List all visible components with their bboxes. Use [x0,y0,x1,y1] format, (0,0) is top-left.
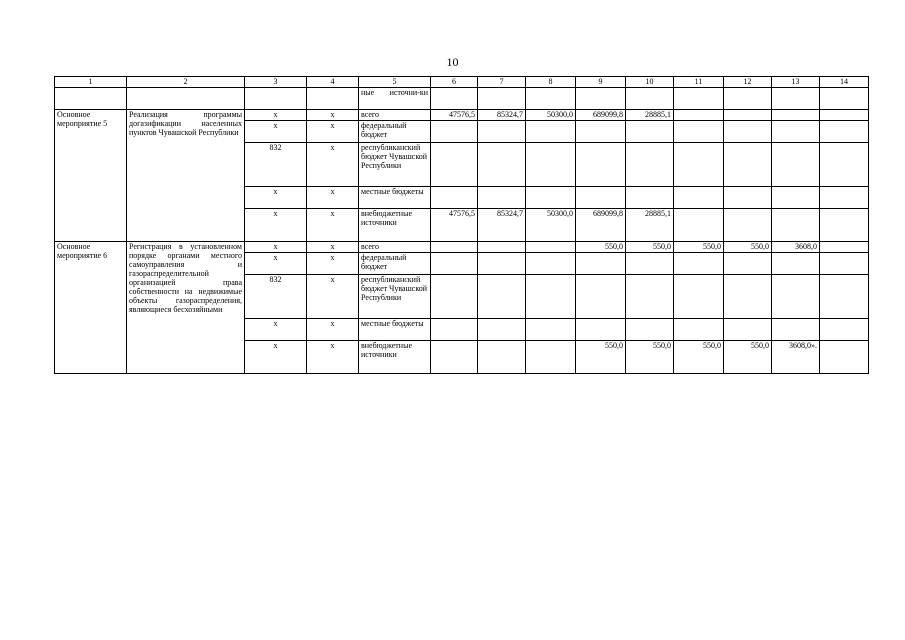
value-cell: 550,0 [724,341,772,374]
source-cell: республиканский бюджет Чувашской Республики [359,143,431,187]
value-cell: 550,0 [576,242,626,253]
source-cell: федеральный бюджет [359,121,431,143]
code-cell: 832 [245,143,307,187]
code-cell: x [245,319,307,341]
value-cell: 85324,7 [478,209,526,242]
value-cell: 3608,0 [772,242,820,253]
value-cell: 28885,1 [626,110,674,121]
activity-description: Регистрация в установленном порядке органами местного самоуправления и газораспределительной организацией права собственности на недвижимые объекты газораспределения, являющиеся бесхозяйными [127,242,245,374]
source-cell: республиканский бюджет Чувашской Республики [359,275,431,319]
budget-table [54,76,869,374]
table-row [55,110,869,121]
header-cell: 13 [772,77,820,88]
value-cell: 47576,5 [431,209,478,242]
value-cell: 50300,0 [526,110,576,121]
header-cell: 14 [820,77,869,88]
code-cell: x [307,209,359,242]
code-cell: x [245,187,307,209]
header-cell: 3 [245,77,307,88]
header-cell: 9 [576,77,626,88]
value-cell: 550,0 [626,242,674,253]
header-cell: 12 [724,77,772,88]
value-cell: 550,0 [626,341,674,374]
header-cell: 7 [478,77,526,88]
source-cell: внебюджетные источники [359,209,431,242]
source-cell: внебюджетные источники [359,341,431,374]
value-cell: 85324,7 [478,110,526,121]
value-cell: 689099,8 [576,209,626,242]
table-row [55,242,869,253]
code-cell: x [245,253,307,275]
header-cell: 1 [55,77,127,88]
header-cell: 6 [431,77,478,88]
code-cell: x [307,110,359,121]
value-cell: 550,0 [576,341,626,374]
code-cell: x [307,253,359,275]
header-cell: 11 [674,77,724,88]
source-cell: всего [359,242,431,253]
value-cell: 47576,5 [431,110,478,121]
code-cell: x [307,319,359,341]
activity-description: Реализация программы догазификации населенных пунктов Чувашской Республики [127,110,245,242]
source-cell: ные источни-ки [359,88,431,110]
value-cell: 50300,0 [526,209,576,242]
source-cell: местные бюджеты [359,187,431,209]
value-cell: 550,0 [674,341,724,374]
table-row [55,88,869,110]
code-cell: x [307,341,359,374]
code-cell: x [245,341,307,374]
value-cell: 28885,1 [626,209,674,242]
code-cell: x [307,121,359,143]
value-cell: 689099,8 [576,110,626,121]
code-cell: x [245,242,307,253]
source-cell: федеральный бюджет [359,253,431,275]
code-cell: x [307,143,359,187]
source-cell: всего [359,110,431,121]
activity-name: Основное мероприятие 5 [55,110,127,242]
header-cell: 5 [359,77,431,88]
page-number: 10 [446,55,459,69]
code-cell: x [245,110,307,121]
header-cell: 8 [526,77,576,88]
code-cell: 832 [245,275,307,319]
code-cell: x [245,121,307,143]
header-cell: 10 [626,77,674,88]
header-row [55,77,869,88]
activity-name: Основное мероприятие 6 [55,242,127,374]
value-cell: 550,0 [674,242,724,253]
header-cell: 2 [127,77,245,88]
value-cell: 3608,0». [772,341,820,374]
code-cell: x [245,209,307,242]
code-cell: x [307,242,359,253]
header-cell: 4 [307,77,359,88]
value-cell: 550,0 [724,242,772,253]
code-cell: x [307,187,359,209]
source-cell: местные бюджеты [359,319,431,341]
code-cell: x [307,275,359,319]
